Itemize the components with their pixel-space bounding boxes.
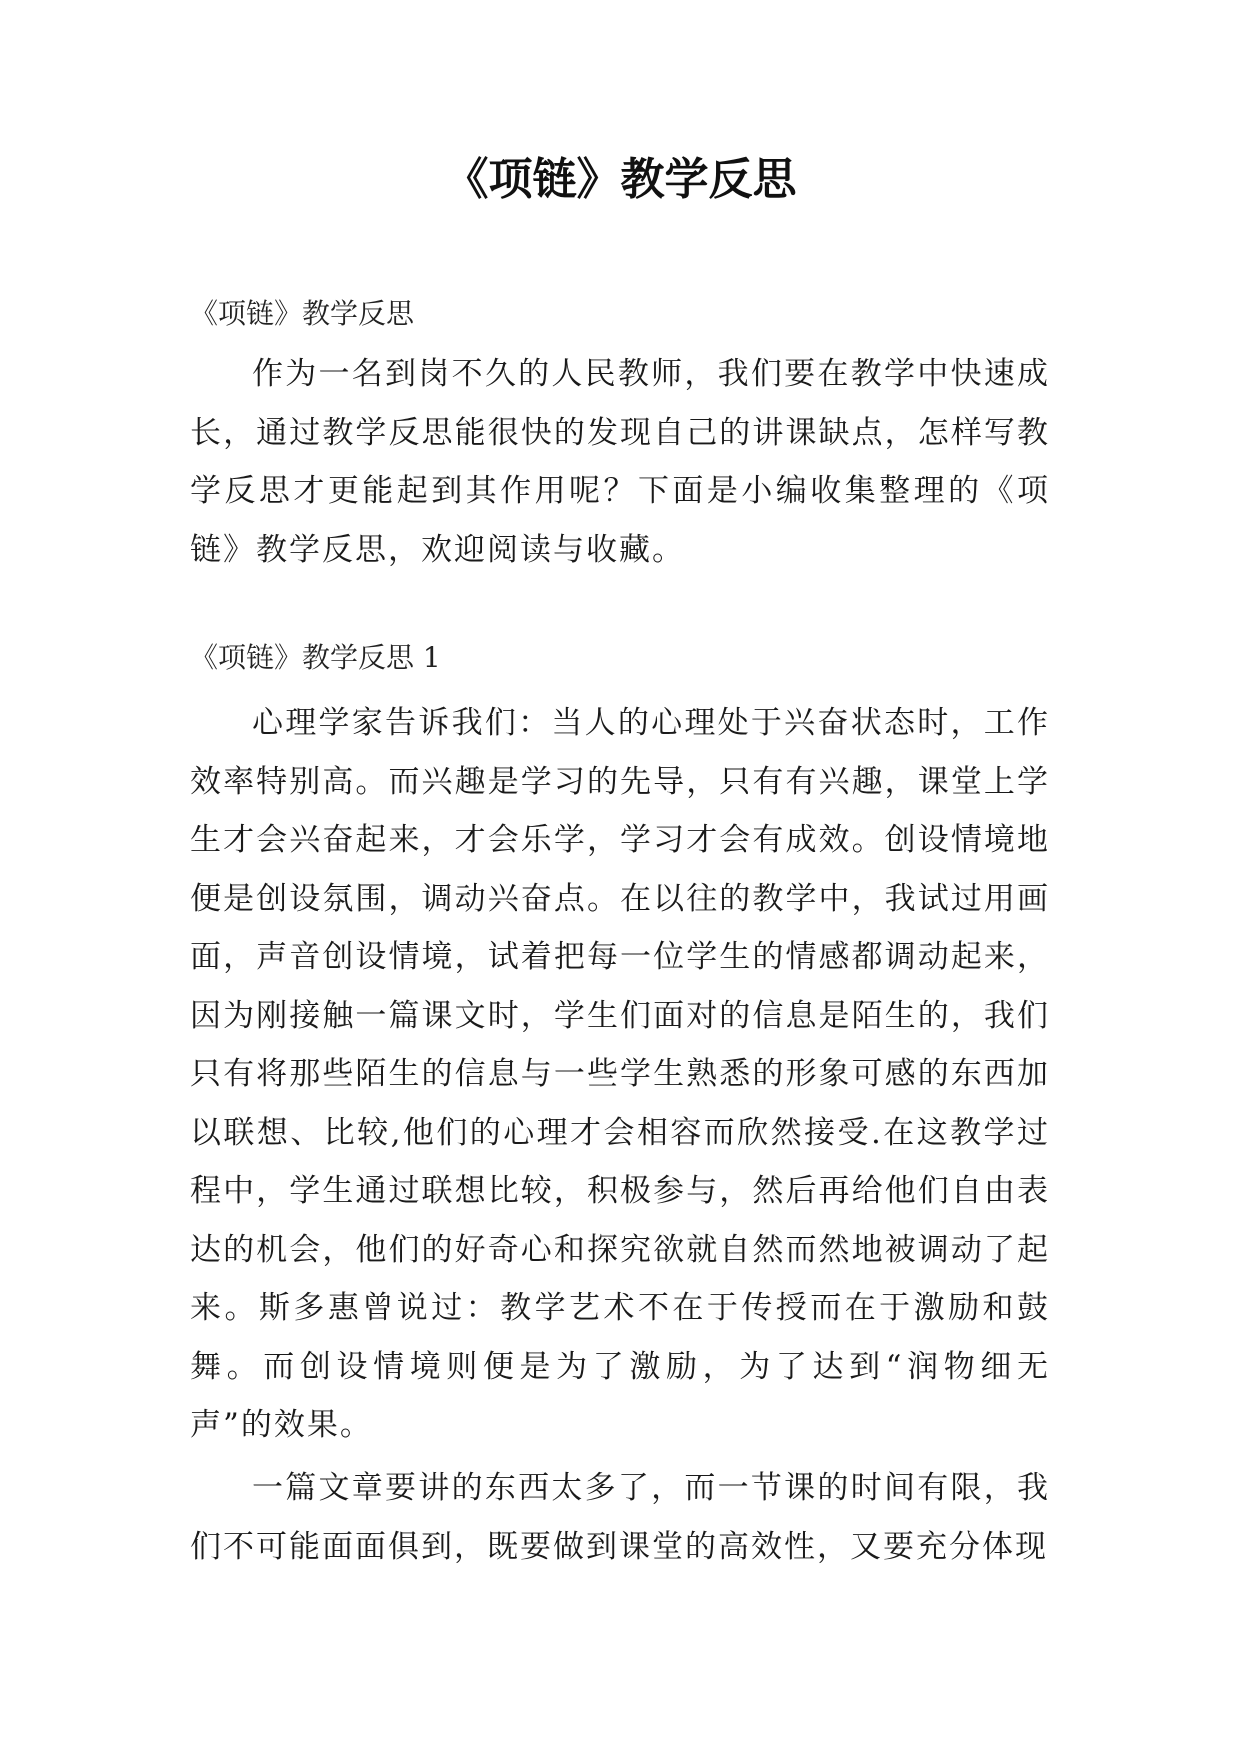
section-1-paragraph: 心理学家告诉我们：当人的心理处于兴奋状态时，工作效率特别高。而兴趣是学习的先导，只有有兴趣，课堂上学生才会兴奋起来，才会乐学，学习才会有成效。创设情境地便是创设氛围，调动兴奋点。在以往的教学中，我试过用画面，声音创设情境，试着把每一位学生的情感都调动起来，因为刚接触一篇课文时，学生们面对的信息是陌生的，我们只有将那些陌生的信息与一些学生熟悉的形象可感的东西加以联想、比较,他们的心理才会相容而欣然接受.在这教学过程中，学生通过联想比较，积极参与，然后再给他们自由表达的机会，他们的好奇心和探究欲就自然而然地被调动了起来。斯多惠曾说过：教学艺术不在于传授而在于激励和鼓舞。而创设情境则便是为了激励，为了达到“润物细无声”的效果。	[190, 705, 1050, 1443]
intro-heading: 《项链》教学反思	[190, 297, 415, 330]
section-1-paragraph: 一篇文章要讲的东西太多了，而一节课的时间有限，我们不可能面面俱到，既要做到课堂的高效性，又要充分体现	[190, 1470, 1050, 1565]
document-title: 《项链》教学反思	[444, 154, 797, 205]
section-1-heading: 《项链》教学反思 1	[190, 641, 441, 674]
intro-paragraph: 作为一名到岗不久的人民教师，我们要在教学中快速成长，通过教学反思能很快的发现自己的讲课缺点，怎样写教学反思才更能起到其作用呢？下面是小编收集整理的《项链》教学反思，欢迎阅读与收藏。	[190, 356, 1050, 568]
